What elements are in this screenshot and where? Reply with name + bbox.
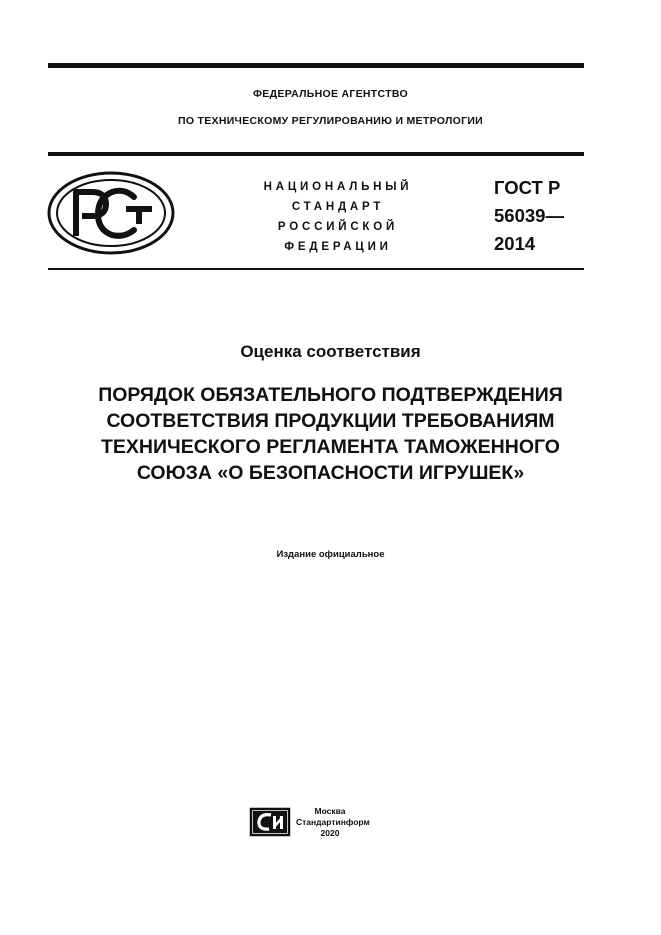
agency-line-2: ПО ТЕХНИЧЕСКОМУ РЕГУЛИРОВАНИЮ И МЕТРОЛОГИИ — [177, 115, 484, 127]
document-title-line-3: ТЕХНИЧЕСКОГО РЕГЛАМЕНТА ТАМОЖЕННОГО — [101, 436, 560, 458]
header-divider-rule — [48, 152, 584, 156]
standard-type-line-2: СТАНДАРТ — [291, 201, 385, 213]
standard-type-line-4: ФЕДЕРАЦИИ — [284, 241, 392, 253]
standard-code — [494, 174, 564, 258]
standard-code-line-3: 2014 — [494, 233, 536, 254]
document-title-line-1: ПОРЯДОК ОБЯЗАТЕЛЬНОГО ПОДТВЕРЖДЕНИЯ — [98, 384, 563, 406]
standard-type-line-1: НАЦИОНАЛЬНЫЙ — [263, 181, 413, 193]
standard-code-line-1: ГОСТ Р — [494, 177, 561, 198]
standard-code-line-2: 56039— — [494, 205, 564, 226]
document-title — [20, 382, 641, 486]
document-subtitle: Оценка соответствия — [240, 342, 421, 361]
document-title-line-4: СОЮЗА «О БЕЗОПАСНОСТИ ИГРУШЕК» — [136, 462, 525, 484]
top-thick-rule — [48, 63, 584, 68]
document-title-line-2: СООТВЕТСТВИЯ ПРОДУКЦИИ ТРЕБОВАНИЯМ — [106, 410, 555, 432]
publisher-name: Стандартинформ — [296, 817, 370, 827]
national-standard-label — [232, 177, 444, 257]
publisher-info — [296, 806, 370, 839]
header-bottom-rule — [48, 268, 584, 270]
standard-type-line-3: РОССИЙСКОЙ — [277, 221, 399, 233]
publisher-city: Москва — [314, 806, 346, 816]
standartinform-logo-icon — [249, 807, 291, 837]
edition-label: Издание официальное — [276, 549, 385, 560]
publisher-year: 2020 — [320, 828, 340, 838]
agency-line-1: ФЕДЕРАЛЬНОЕ АГЕНТСТВО — [253, 88, 408, 100]
rst-certification-logo-icon — [46, 170, 176, 256]
